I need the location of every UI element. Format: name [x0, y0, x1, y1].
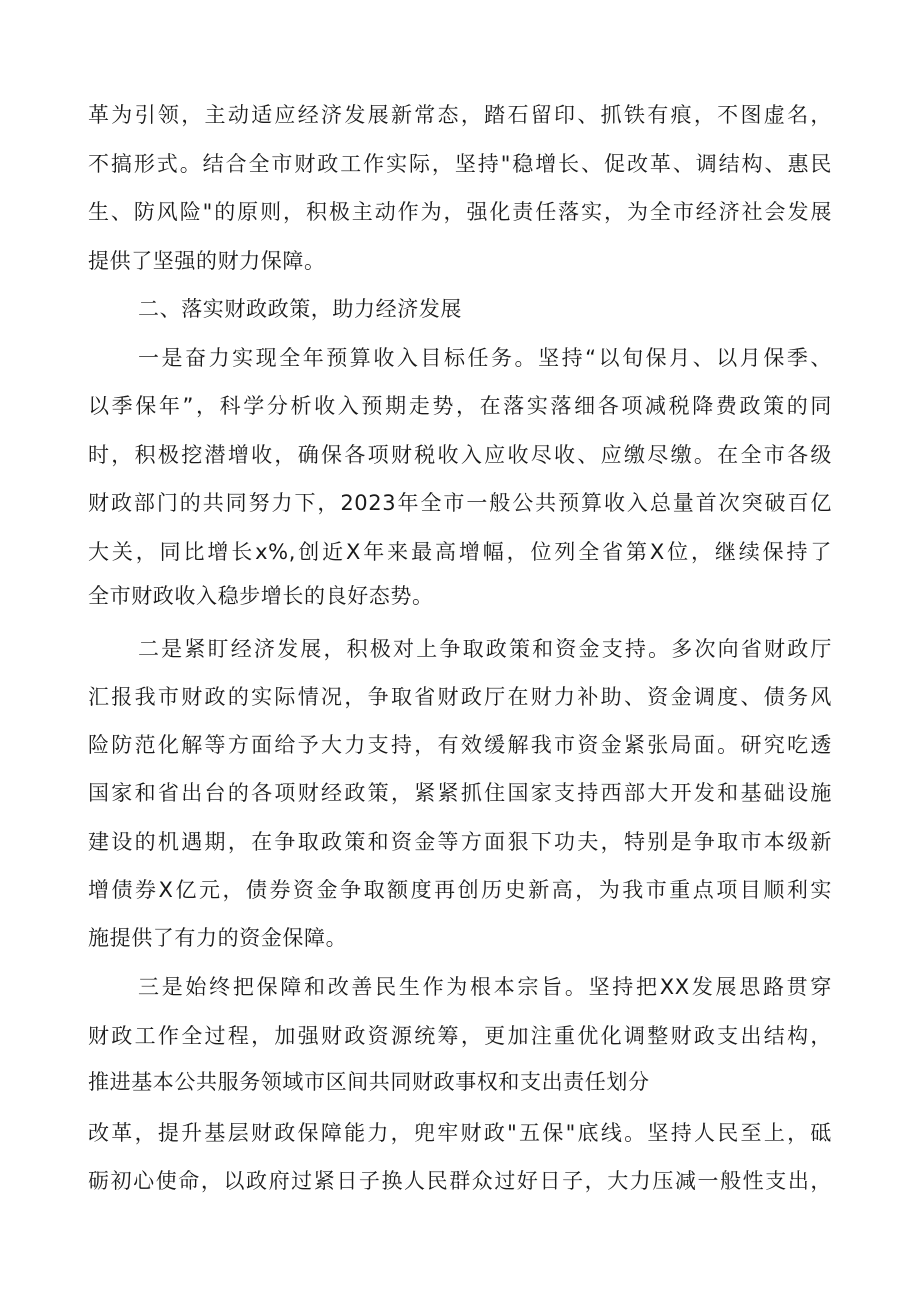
body-text-line: 革为引领，主动适应经济发展新常态，踏石留印、抓铁有痕，不图虚名，	[88, 103, 832, 127]
body-text-line: 国家和省出台的各项财经政策，紧紧抓住国家支持西部大开发和基础设施	[88, 781, 832, 805]
section-heading: 二、落实财政政策，助力经济发展	[138, 297, 462, 321]
body-text-line: 不搞形式。结合全市财政工作实际，坚持"稳增长、促改革、调结构、惠民	[88, 152, 832, 176]
paragraph-first-line: 三是始终把保障和改善民生作为根本宗旨。坚持把XX发展思路贯穿	[138, 975, 832, 999]
body-text-line: 增债券X亿元，债券资金争取额度再创历史新高，为我市重点项目顺利实	[88, 878, 832, 902]
body-text-line: 险防范化解等方面给予大力支持，有效缓解我市资金紧张局面。研究吃透	[88, 733, 832, 757]
body-text-line: 时，积极挖潜增收，确保各项财税收入应收尽收、应缴尽缴。在全市各级	[88, 443, 832, 467]
body-text-line: 改革，提升基层财政保障能力，兜牢财政"五保"底线。坚持人民至上，砥	[88, 1121, 832, 1145]
body-text-line: 建设的机遇期，在争取政策和资金等方面狠下功夫，特别是争取市本级新	[88, 830, 832, 854]
body-text-line: 汇报我市财政的实际情况，争取省财政厅在财力补助、资金调度、债务风	[88, 685, 832, 709]
body-text-line: 提供了坚强的财力保障。	[88, 249, 326, 273]
body-text-line: 施提供了有力的资金保障。	[88, 926, 348, 950]
body-text-line: 财政工作全过程，加强财政资源统筹，更加注重优化调整财政支出结构，	[88, 1024, 832, 1048]
paragraph-first-line: 一是奋力实现全年预算收入目标任务。坚持“以旬保月、以月保季、	[138, 346, 832, 370]
body-text-line: 推进基本公共服务领域市区间共同财政事权和支出责任划分	[88, 1070, 650, 1094]
body-text-line: 砺初心使命，以政府过紧日子换人民群众过好日子，大力压减一般性支出，	[88, 1169, 832, 1193]
paragraph-first-line: 二是紧盯经济发展，积极对上争取政策和资金支持。多次向省财政厅	[138, 637, 832, 661]
body-text-line: 以季保年”，科学分析收入预期走势，在落实落细各项减税降费政策的同	[88, 394, 832, 418]
body-text-line: 生、防风险"的原则，积极主动作为，强化责任落实，为全市经济社会发展	[88, 200, 832, 224]
body-text-line: 全市财政收入稳步增长的良好态势。	[88, 584, 434, 608]
body-text-line: 大关，同比增长x%,创近X年来最高增幅，位列全省第X位，继续保持了	[88, 540, 832, 564]
body-text-line: 财政部门的共同努力下，2023年全市一般公共预算收入总量首次突破百亿	[88, 491, 832, 515]
